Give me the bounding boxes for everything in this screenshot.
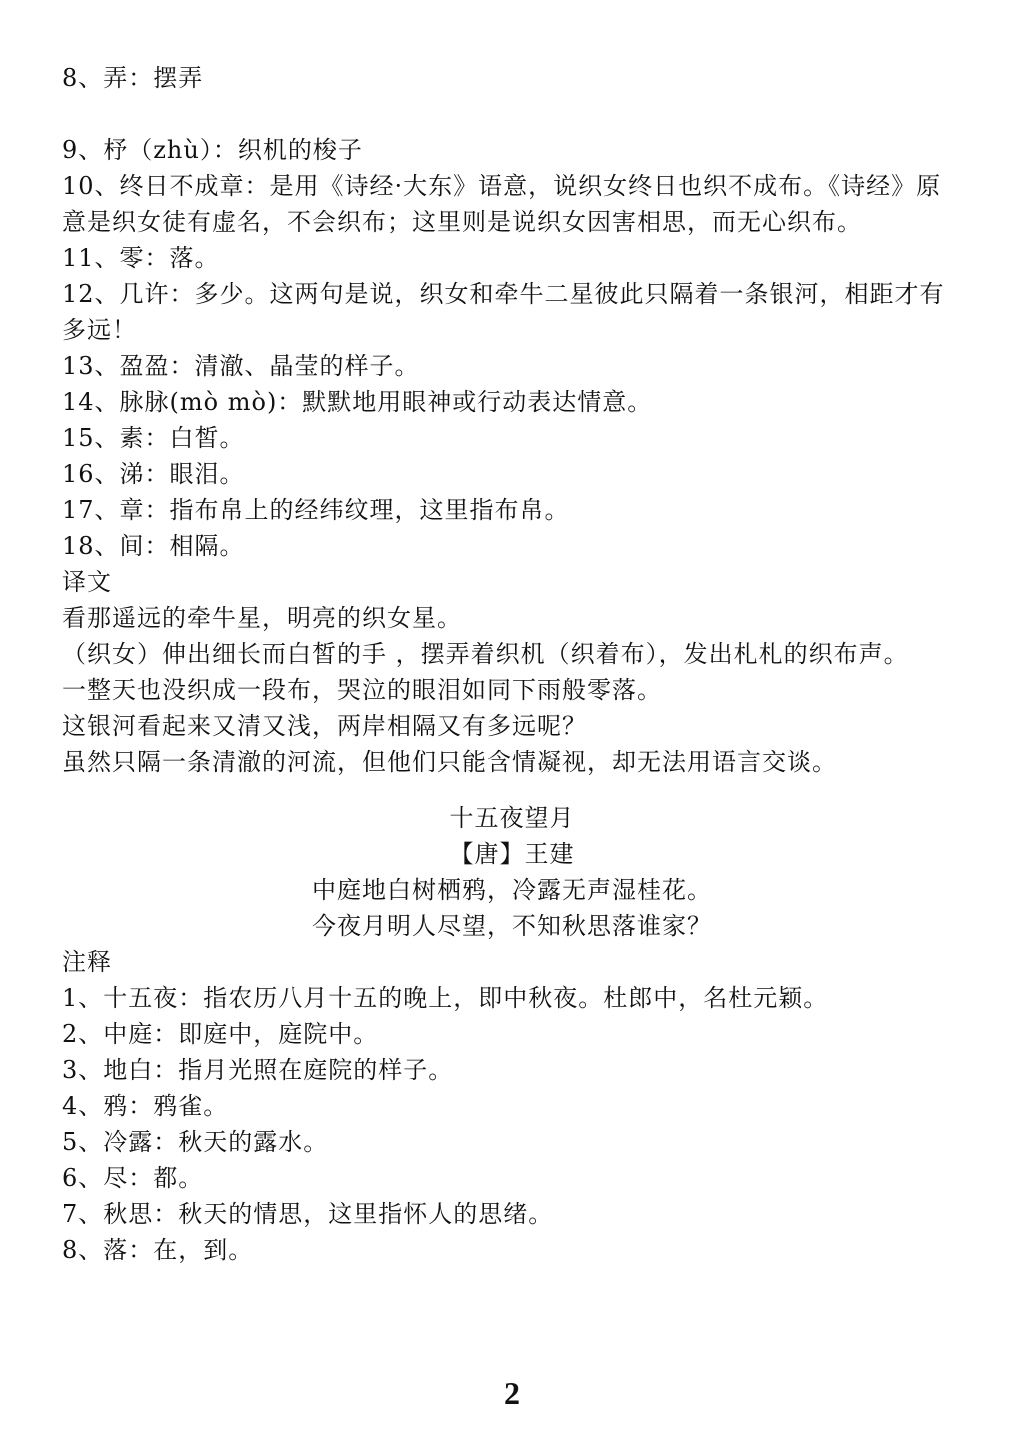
annotation-line: 5、冷露：秋天的露水。 bbox=[62, 1128, 329, 1156]
note-line: 8、弄：摆弄 bbox=[62, 64, 204, 92]
translation-heading: 译文 bbox=[62, 568, 112, 596]
note-line: 12、几许：多少。这两句是说，织女和牵牛二星彼此只隔着一条银河，相距才有多远！ bbox=[62, 280, 945, 344]
translation-line: 虽然只隔一条清澈的河流，但他们只能含情凝视，却无法用语言交谈。 bbox=[62, 748, 837, 776]
note-line: 15、素：白皙。 bbox=[62, 424, 245, 452]
translation-line: 这银河看起来又清又浅，两岸相隔又有多远呢？ bbox=[62, 712, 587, 740]
poem-line: 中庭地白树栖鸦，冷露无声湿桂花。 bbox=[312, 876, 712, 904]
note-line: 18、间：相隔。 bbox=[62, 532, 245, 560]
document-page bbox=[62, 60, 962, 1268]
poem-title: 十五夜望月 bbox=[449, 804, 575, 832]
poem-block bbox=[62, 800, 962, 944]
annotation-line: 1、十五夜：指农历八月十五的晚上，即中秋夜。杜郎中，名杜元颖。 bbox=[62, 984, 829, 1012]
note-line: 16、涕：眼泪。 bbox=[62, 460, 245, 488]
annotation-line: 7、秋思：秋天的情思，这里指怀人的思绪。 bbox=[62, 1200, 554, 1228]
spacer bbox=[62, 96, 962, 132]
annotation-line: 4、鸦：鸦雀。 bbox=[62, 1092, 229, 1120]
annotation-line: 8、落：在，到。 bbox=[62, 1236, 254, 1264]
note-line: 9、杼（zhù）：织机的梭子 bbox=[62, 136, 363, 164]
translation-line: 看那遥远的牵牛星，明亮的织女星。 bbox=[62, 604, 462, 632]
page-number: 2 bbox=[504, 1375, 520, 1411]
translation-line: （织女）伸出细长而白皙的手 ，摆弄着织机（织着布），发出札札的织布声。 bbox=[62, 640, 909, 668]
annotation-line: 3、地白：指月光照在庭院的样子。 bbox=[62, 1056, 454, 1084]
poem-author: 【唐】王建 bbox=[449, 840, 575, 868]
note-line: 14、脉脉(mò mò)：默默地用眼神或行动表达情意。 bbox=[62, 388, 653, 416]
translation-line: 一整天也没织成一段布，哭泣的眼泪如同下雨般零落。 bbox=[62, 676, 662, 704]
note-line: 10、终日不成章：是用《诗经·大东》语意，说织女终日也织不成布。《诗经》原意是织女徒有虚名，不会织布；这里则是说织女因害相思，而无心织布。 bbox=[62, 172, 942, 236]
note-line: 17、章：指布帛上的经纬纹理，这里指布帛。 bbox=[62, 496, 570, 524]
note-line: 13、盈盈：清澈、晶莹的样子。 bbox=[62, 352, 420, 380]
poem-line: 今夜月明人尽望，不知秋思落谁家？ bbox=[312, 912, 712, 940]
annotation-line: 2、中庭：即庭中，庭院中。 bbox=[62, 1020, 379, 1048]
annotations-heading: 注释 bbox=[62, 948, 112, 976]
note-line: 11、零：落。 bbox=[62, 244, 220, 272]
annotation-line: 6、尽：都。 bbox=[62, 1164, 204, 1192]
